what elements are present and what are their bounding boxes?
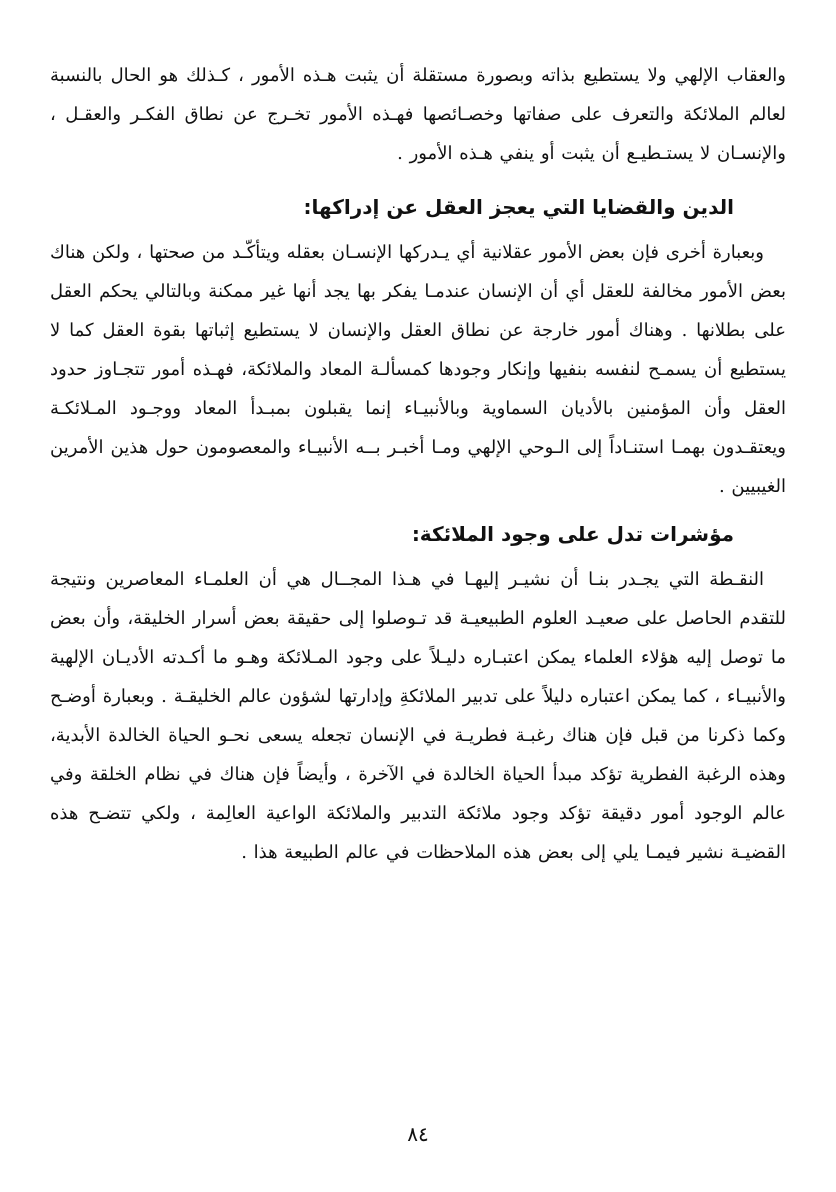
- paragraph-2: وبعبارة أخرى فإن بعض الأمور عقلانية أي يـدركها الإنسـان بعقله ويتأكّـد من صحتها ، ولكن هناك بعض الأمور مخالفة للعقل أي أن الإنسان عندمـا يفكر بها يجد أنها غير ممكنة وبالتالي يحكم العقل على بطلانها . وهناك أمور خارجة عن نطاق العقل والإنسان لا يستطيع إثباتها بقوة العقل كما لا يستطيع أن يسمـح لنفسه بنفيها وإنكار وجودها كمسألـة المعاد والملائكة، فهـذه أمور تتجـاوز حدود العقل وأن المؤمنين بالأديان السماوية وبالأنبيـاء إنما يقبلون بمبـدأ المعاد ووجـود المـلائكـة ويعتقـدون بهمـا استنـاداً إلى الـوحي الإلهي ومـا أخبـر بــه الأنبيـاء والمعصومون حول هذين الأمرين الغيبيين .: [50, 242, 786, 497]
- section-heading-angel-indicators: مؤشرات تدل على وجود الملائكة:: [411, 522, 734, 546]
- paragraph-3: النقـطة التي يجـدر بنـا أن نشيـر إليهـا في هـذا المجــال هي أن العلمـاء المعاصرين ونتيجة للتقدم الحاصل على صعيـد العلوم الطبيعيـة قد تـوصلوا إلى حقيقة بعض أسرار الخليقة، وأن بعض ما توصل إليه هؤلاء العلماء يمكن اعتبـاره دليـلاً على وجود المـلائكة وهـو ما أكـدته الأديـان الإلهية والأنبيـاء ، كما يمكن اعتباره دليلاً على تدبير الملائكةِ وإدارتها لشؤون عالم الخليقـة . وبعبارة أوضـح وكما ذكرنا من قبل فإن هناك رغبـة فطريـة في الإنسان تجعله يسعى نحـو الحياة الخالدة الأبدية، وهذه الرغبة الفطرية تؤكد مبدأ الحياة الخالدة في الآخرة ، وأيضاً فإن هناك في نظام الخلقة وفي عالم الوجود أمور دقيقة تؤكد وجود ملائكة التدبير والملائكة الواعية العالِمة ، ولكي تتضـح هذه القضيـة نشير فيمـا يلي إلى بعض هذه الملاحظات في عالم الطبيعة هذا .: [50, 569, 786, 863]
- page-number: ٨٤: [407, 1122, 429, 1146]
- page-content: [0, 56, 786, 872]
- paragraph-1: والعقاب الإلهي ولا يستطيع بذاته وبصورة مستقلة أن يثبت هـذه الأمور ، كـذلك هو الحال بالنسبة لعالم الملائكة والتعرف على صفاتها وخصـائصها فهـذه الأمور تخـرج عن نطاق الفكـر والعقـل ، والإنسـان لا يستـطيـع أن يثبت أو ينفي هـذه الأمور .: [50, 65, 786, 164]
- section-heading-religion-and-reason: الدين والقضايا التي يعجز العقل عن إدراكها:: [303, 195, 734, 219]
